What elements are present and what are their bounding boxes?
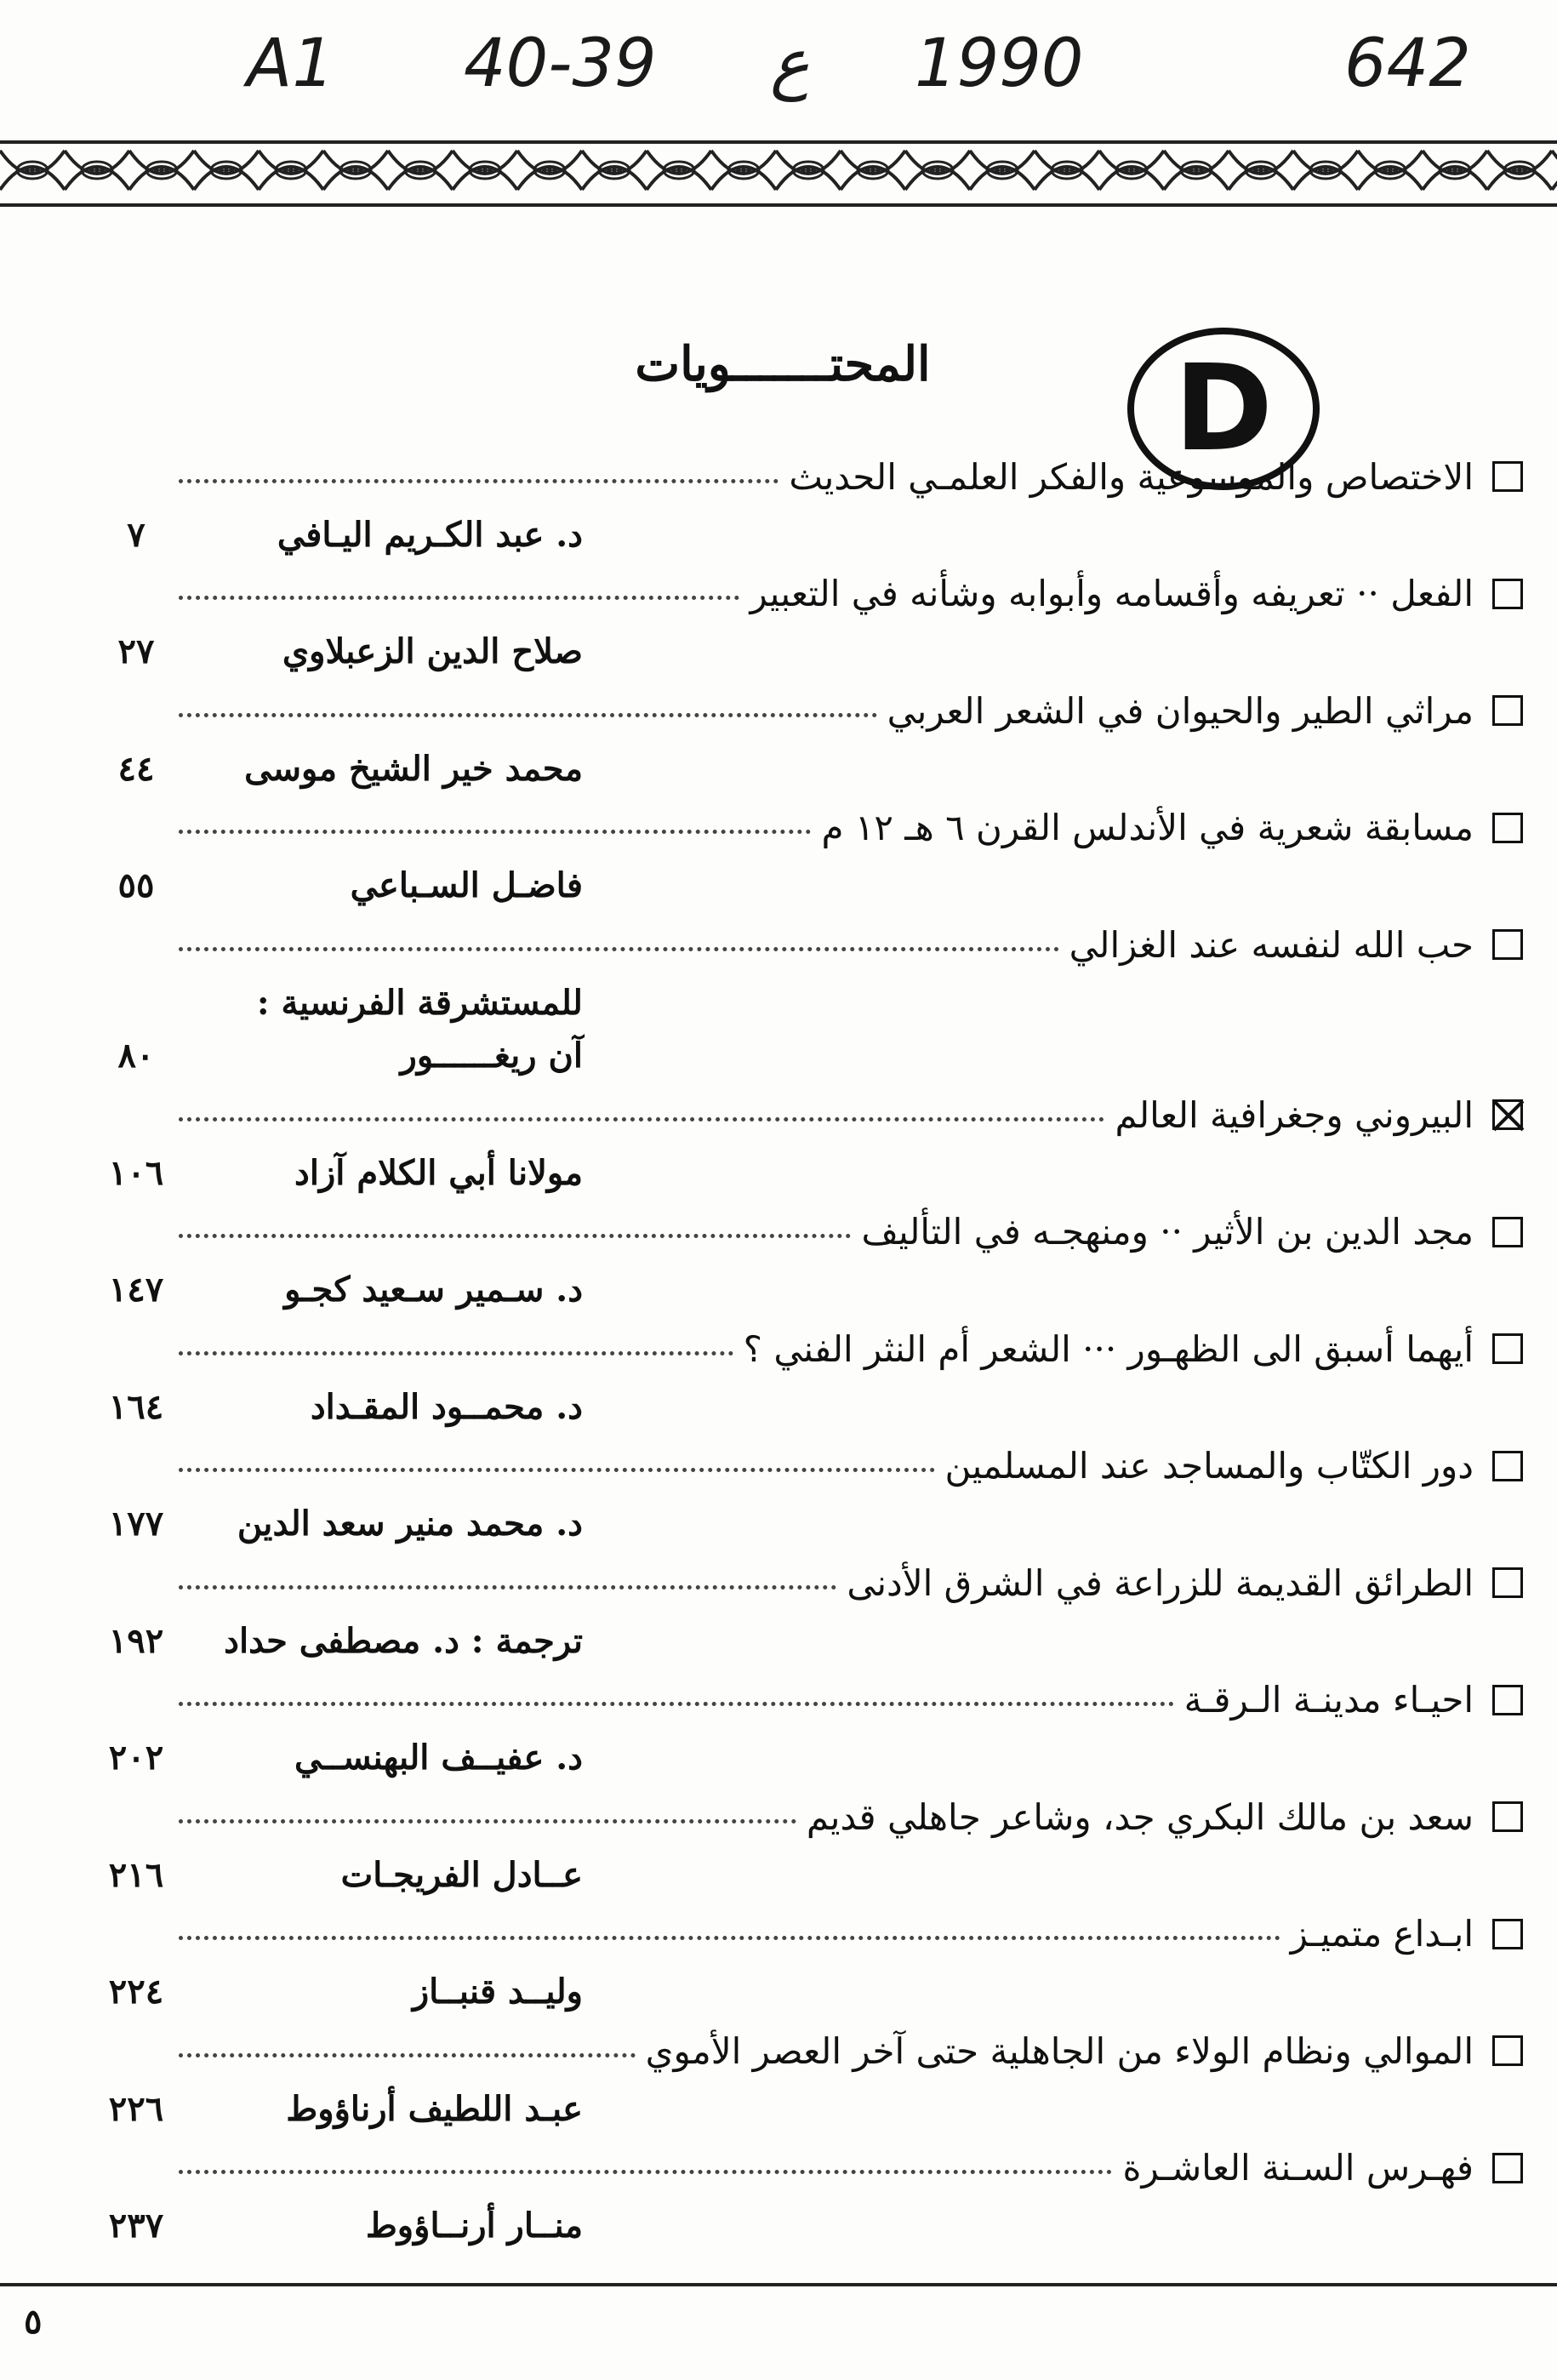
stamp-letter: D [1173,340,1274,478]
checkbox[interactable] [1492,1217,1523,1247]
entry-page: ٥٥ [117,865,155,905]
entry-page: ٢٧ [117,631,155,671]
dot-leader [179,1819,796,1824]
checkbox[interactable] [1492,1451,1523,1481]
dot-leader [179,947,1059,951]
entry-title: دور الكتّاب والمساجد عند المسلمين [944,1445,1474,1487]
handwritten-ref: A1 [247,26,334,102]
entry-page: ١٤٧ [108,1270,164,1310]
entry-author: د. محمد منير سعد الدين [237,1504,583,1544]
handwritten-letter: ع [770,26,810,102]
toc-entry [60,915,1523,1085]
toc-entry [60,1787,1523,1904]
dot-leader [179,1936,1280,1940]
entry-author: د. محمــود المقـداد [310,1386,583,1427]
entry-title: مسابقة شعرية في الأندلس القرن ٦ هـ ١٢ م [821,807,1474,848]
toc-entry [60,798,1523,916]
entry-author: منــار أرنــاؤوط [365,2206,583,2246]
checkbox[interactable] [1492,1801,1523,1832]
entry-page: ٢١٦ [108,1854,164,1895]
checkbox[interactable] [1492,2035,1523,2066]
toc-entry [60,1904,1523,2022]
toc-entry [60,1553,1523,1670]
toc-entry [60,1202,1523,1320]
entry-page: ٤٤ [117,748,155,789]
entry-author: عبـد اللطيف أرناؤوط [286,2088,583,2129]
dot-leader [179,1702,1174,1706]
ornamental-border [0,140,1557,207]
toc-entry [60,1670,1523,1788]
page-title: المحتـــــــويات [635,336,931,392]
toc-entry [60,1436,1523,1554]
entry-title: الاختصاص والموسوعية والفكر العلمـي الحديث [789,455,1474,498]
footer-page-number: ٥ [24,2302,43,2342]
entry-author: فاضـل السـباعي [350,865,583,905]
handwritten-year: 1990 [915,26,1084,102]
toc-entry [60,447,1523,564]
dot-leader [179,479,778,483]
entry-title: مراثي الطير والحيوان في الشعر العربي [887,689,1474,732]
entry-page: ٢٢٤ [108,1972,164,2012]
checkbox[interactable] [1492,579,1523,609]
entry-author: صلاح الدين الزعبلاوي [282,631,583,671]
toc-entry [60,2021,1523,2138]
dot-leader [179,1468,935,1472]
toc-entry [60,681,1523,798]
checkbox-marked[interactable] [1492,1099,1523,1130]
checkbox[interactable] [1492,2153,1523,2183]
entry-author: د. سـمير سـعيد كجـو [284,1270,583,1310]
entry-author: مولانا أبي الكلام آزاد [294,1152,583,1193]
dot-leader [179,1117,1104,1122]
dot-leader [179,2170,1112,2174]
entry-title: احيـاء مدينـة الـرقـة [1183,1679,1474,1721]
entry-pre-author: للمستشرقة الفرنسية : [256,982,583,1023]
entry-page: ١٦٤ [108,1386,164,1427]
dot-leader [179,1585,836,1590]
footer-rule [0,2283,1557,2286]
entry-page: ١٩٢ [108,1620,164,1661]
toc-entry [60,1319,1523,1436]
entry-title: مجد الدين بن الأثير ·· ومنهجـه في التأليف [861,1211,1474,1253]
checkbox[interactable] [1492,929,1523,960]
entry-title: الموالي ونظام الولاء من الجاهلية حتى آخر العصر الأموي [645,2029,1474,2072]
entry-author: د. عفيــف البهنســي [294,1738,583,1778]
entry-title: فهـرس السـنة العاشـرة [1122,2147,1474,2189]
entry-page: ٢٣٧ [108,2206,164,2246]
checkbox[interactable] [1492,1567,1523,1598]
table-of-contents [60,447,1523,2255]
checkbox[interactable] [1492,461,1523,492]
entry-author: ترجمة : د. مصطفى حداد [224,1620,583,1661]
handwritten-issue: 40-39 [464,26,657,102]
entry-author: وليــد قنبــاز [412,1972,583,2012]
toc-entry [60,1085,1523,1202]
dot-leader [179,830,811,834]
dot-leader [179,1351,733,1356]
toc-entry [60,564,1523,682]
checkbox[interactable] [1492,1333,1523,1364]
entry-page: ١٠٦ [108,1152,164,1193]
handwritten-number: 642 [1344,26,1471,102]
entry-title: أيهما أسبق الى الظهـور ··· الشعر أم النثر الفني ؟ [743,1327,1474,1370]
entry-title: سعد بن مالك البكري جد، وشاعر جاهلي قديم [806,1795,1474,1838]
dot-leader [179,1234,851,1238]
dot-leader [179,2053,636,2058]
entry-author: محمد خير الشيخ موسى [244,748,583,789]
entry-page: ٨٠ [117,1035,155,1076]
entry-title: الطرائق القديمة للزراعة في الشرق الأدنى [847,1561,1474,1604]
entry-page: ٢٠٢ [108,1738,164,1778]
entry-title: الفعل ·· تعريفه وأقسامه وأبوابه وشأنه في التعبير [750,573,1474,614]
dot-leader [179,713,877,717]
checkbox[interactable] [1492,1685,1523,1715]
entry-title: حب الله لنفسه عند الغزالي [1069,923,1474,966]
entry-author: آن ريغــــــور [400,1035,583,1076]
entry-page: ٧ [127,514,145,555]
checkbox[interactable] [1492,695,1523,726]
entry-title: ابـداع متميـز [1290,1913,1474,1955]
entry-title: البيروني وجغرافية العالم [1115,1093,1474,1136]
entry-author: د. عبد الكـريم اليـافي [277,514,583,555]
checkbox[interactable] [1492,813,1523,843]
dot-leader [179,596,739,600]
toc-entry [60,2138,1523,2256]
entry-page: ١٧٧ [108,1504,164,1544]
ornament-pattern [0,144,1557,197]
checkbox[interactable] [1492,1919,1523,1949]
entry-page: ٢٢٦ [108,2088,164,2129]
entry-author: عــادل الفريجـات [340,1854,583,1895]
